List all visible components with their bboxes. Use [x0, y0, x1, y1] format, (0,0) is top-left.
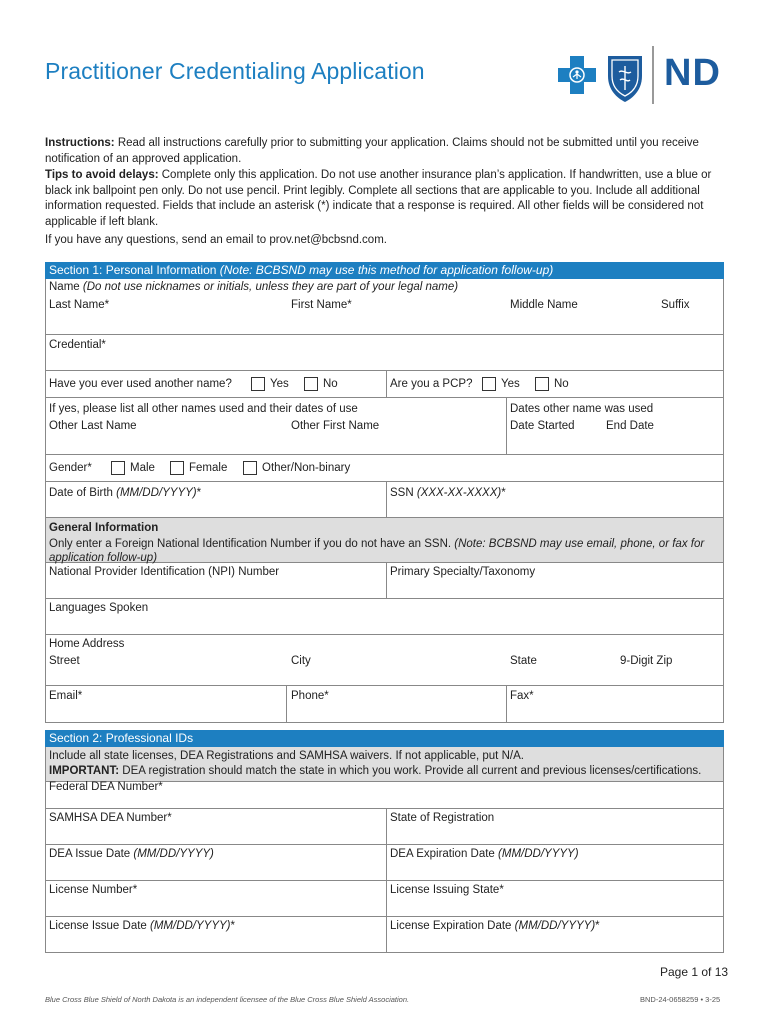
section1-header: [45, 262, 724, 279]
dea-issue-label[interactable]: DEA Issue Date (MM/DD/YYYY): [49, 848, 214, 860]
questions-text: If you have any questions, send an email to prov.net@bcbsnd.com.: [45, 234, 387, 246]
license-state-label[interactable]: License Issuing State*: [390, 884, 504, 896]
page-number: Page 1 of 13: [660, 965, 729, 979]
gender-other-label: Other/Non-binary: [262, 462, 351, 474]
pcp-no-checkbox[interactable]: [535, 377, 549, 391]
ssn-label-text: SSN (XXX-XX-XXXX)*: [390, 487, 506, 499]
credential-field[interactable]: [45, 335, 724, 371]
city-label: City: [291, 655, 311, 667]
gender-other-checkbox[interactable]: [243, 461, 257, 475]
dob-ssn-row: [45, 482, 724, 518]
general-info-block: [45, 518, 724, 563]
instructions-label: Instructions:: [45, 137, 115, 149]
npi-specialty-row: [45, 563, 724, 599]
languages-field[interactable]: [45, 599, 724, 635]
form-container: [45, 262, 724, 953]
section2-important: [49, 765, 701, 777]
general-info-text: Only enter a Foreign National Identification Number if you do not have an SSN. (Note: BCBSND may use email, phone, or fax for application follow-up): [49, 538, 705, 564]
page-title: Practitioner Credentialing Application: [45, 58, 425, 84]
suffix-label: Suffix: [661, 299, 690, 311]
dates-other-label: Dates other name was used: [510, 403, 654, 415]
footer-code: BND-24-0658259 • 3-25: [640, 995, 721, 1004]
important-text: DEA registration should match the state in which you work. Provide all current and previous licenses/certifications.: [119, 765, 702, 777]
section2-header: [45, 730, 724, 747]
name-row[interactable]: [45, 279, 724, 335]
fax-divider: [506, 686, 507, 722]
general-info-title: General Information: [49, 522, 159, 534]
dea-dates-row: [45, 845, 724, 881]
gender-male-checkbox[interactable]: [111, 461, 125, 475]
dates-divider: [506, 398, 507, 454]
blue-cross-icon: [558, 56, 596, 94]
phone-divider: [286, 686, 287, 722]
other-name-pcp-row: [45, 371, 724, 398]
important-label: IMPORTANT:: [49, 765, 120, 777]
license-dates-row: [45, 917, 724, 953]
dob-label-text: Date of Birth (MM/DD/YYYY)*: [49, 487, 202, 499]
instructions-paragraph: [45, 136, 725, 167]
license-exp-divider: [386, 917, 387, 952]
license-number-label[interactable]: License Number*: [49, 884, 138, 896]
name-note-text: Name (Do not use nicknames or initials, unless they are part of your legal name): [49, 281, 459, 293]
home-address-label: Home Address: [49, 638, 125, 650]
pcp-divider: [386, 371, 387, 397]
fax-label[interactable]: Fax*: [510, 690, 534, 702]
license-state-divider: [386, 881, 387, 916]
gender-female-label: Female: [189, 462, 228, 474]
middle-name-label: Middle Name: [510, 299, 578, 311]
tips-label: Tips to avoid delays:: [45, 169, 159, 181]
logo-nd-text: ND: [664, 52, 721, 94]
tips-paragraph: [45, 168, 725, 230]
home-address-row[interactable]: [45, 635, 724, 686]
other-first-name-label: Other First Name: [291, 420, 380, 432]
license-exp-label[interactable]: License Expiration Date (MM/DD/YYYY)*: [390, 920, 600, 932]
gender-row: [45, 455, 724, 482]
pcp-question: Are you a PCP?: [390, 378, 473, 390]
credential-label: Credential*: [49, 339, 106, 351]
pcp-yes-checkbox[interactable]: [482, 377, 496, 391]
ssn-label[interactable]: [390, 487, 506, 499]
email-label[interactable]: Email*: [49, 690, 83, 702]
street-label: Street: [49, 655, 80, 667]
gender-male-label: Male: [130, 462, 155, 474]
pcp-no-label: No: [554, 378, 569, 390]
gender-female-checkbox[interactable]: [170, 461, 184, 475]
license-row: [45, 881, 724, 917]
federal-dea-field[interactable]: [45, 782, 724, 809]
name-note: [49, 281, 458, 293]
state-reg-label[interactable]: State of Registration: [390, 812, 495, 824]
instructions-text: Read all instructions carefully prior to submitting your application. Claims should not be submitted until you receive notification of an approved application.: [45, 137, 699, 165]
blue-shield-icon: [608, 56, 642, 102]
other-name-no-checkbox[interactable]: [304, 377, 318, 391]
dea-exp-label[interactable]: DEA Expiration Date (MM/DD/YYYY): [390, 848, 579, 860]
zip-label: 9-Digit Zip: [620, 655, 673, 667]
other-name-question: Have you ever used another name?: [49, 378, 232, 390]
languages-label: Languages Spoken: [49, 602, 149, 614]
section1-note: (Note: BCBSND may use this method for application follow-up): [216, 263, 554, 277]
phone-label[interactable]: Phone*: [291, 690, 329, 702]
contact-row: [45, 686, 724, 723]
other-names-row[interactable]: [45, 398, 724, 455]
federal-dea-label: Federal DEA Number*: [49, 781, 163, 793]
last-name-label: Last Name*: [49, 299, 110, 311]
other-last-name-label: Other Last Name: [49, 420, 137, 432]
date-started-label: Date Started: [510, 420, 575, 432]
pcp-yes-label: Yes: [501, 378, 520, 390]
first-name-label: First Name*: [291, 299, 352, 311]
other-name-yes-label: Yes: [270, 378, 289, 390]
samhsa-label[interactable]: SAMHSA DEA Number*: [49, 812, 172, 824]
other-name-yes-checkbox[interactable]: [251, 377, 265, 391]
section1-title: Section 1: Personal Information: [49, 263, 217, 277]
license-issue-label[interactable]: License Issue Date (MM/DD/YYYY)*: [49, 920, 235, 932]
samhsa-row: [45, 809, 724, 845]
specialty-divider: [386, 563, 387, 598]
footer-note: Blue Cross Blue Shield of North Dakota is an independent licensee of the Blue Cross Blue Shield Association.: [45, 995, 410, 1004]
ssn-divider: [386, 482, 387, 517]
npi-label[interactable]: National Provider Identification (NPI) Number: [49, 566, 280, 578]
tips-text: Complete only this application. Do not use another insurance plan’s application. If handwritten, use a blue or black ink ballpoint pen only. Do not use pencil. Print legibly. Complete all sections that are applicable to you. Include all additional information requested. Fields that include an asterisk (*) indicate that a response is required. All other fields will be considered not applicable if left blank.: [45, 169, 712, 228]
state-label: State: [510, 655, 537, 667]
section2-notes: [45, 747, 724, 782]
section2-include-text: Include all state licenses, DEA Registrations and SAMHSA waivers. If not applicable, put N/A.: [49, 750, 524, 762]
dea-exp-divider: [386, 845, 387, 880]
end-date-label: End Date: [606, 420, 654, 432]
specialty-label[interactable]: Primary Specialty/Taxonomy: [390, 566, 536, 578]
section2-title: Section 2: Professional IDs: [49, 731, 194, 745]
list-names-label: If yes, please list all other names used and their dates of use: [49, 403, 358, 415]
other-name-no-label: No: [323, 378, 338, 390]
state-reg-divider: [386, 809, 387, 844]
dob-label[interactable]: [49, 487, 201, 499]
gender-label: Gender*: [49, 462, 92, 474]
